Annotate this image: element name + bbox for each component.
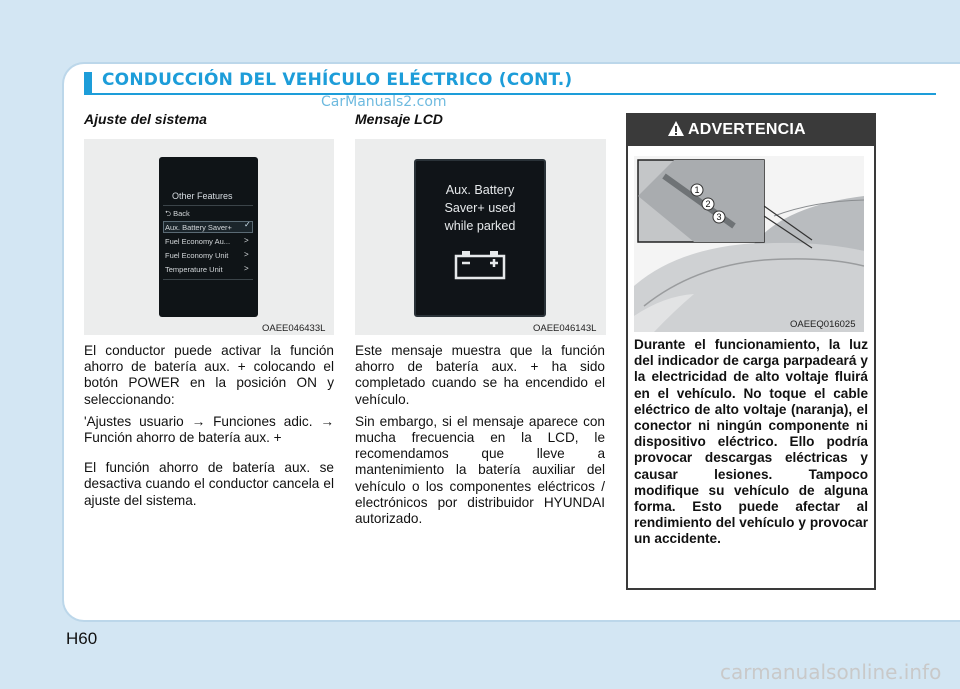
- callout-3: 3: [716, 212, 722, 222]
- message-line: while parked: [444, 219, 516, 233]
- chevron-right-icon: >: [244, 264, 249, 273]
- watermark-bottom: carmanualsonline.info: [720, 660, 942, 684]
- lcd-item-fuel-economy-unit: Fuel Economy Unit: [165, 251, 229, 260]
- watermark-top: CarManuals2.com: [321, 94, 447, 110]
- car-hood-illustration: [634, 156, 864, 332]
- message-line: Aux. Battery: [445, 183, 515, 197]
- paragraph: El función ahorro de batería aux. se desactiva cuando el conductor cancela el ajuste del sistema.: [84, 460, 334, 508]
- ajuste-body: [84, 343, 334, 515]
- lcd-divider: [163, 205, 253, 206]
- figure-code: OAEE046433L: [262, 323, 326, 334]
- chevron-right-icon: >: [244, 250, 249, 259]
- paragraph: El conductor puede activar la función ahorro de batería aux. + colocando el botón POWER en la posición ON y seleccionando:: [84, 343, 334, 407]
- ajuste-section-title: Ajuste del sistema: [84, 111, 207, 127]
- paragraph: Este mensaje muestra que la función ahorro de batería aux. + ha sido completado cuando se ha encendido el vehículo.: [355, 343, 605, 407]
- car-illustration: [634, 156, 864, 332]
- lcd-item-back: ⮌ Back: [165, 209, 190, 218]
- header-rule: [84, 93, 936, 95]
- checkmark-icon: ✓: [244, 220, 251, 229]
- chevron-right-icon: >: [244, 236, 249, 245]
- header-accent-bar: [84, 72, 92, 94]
- message-line: Saver+ used: [444, 201, 516, 215]
- lcd-item-fuel-economy-auto: Fuel Economy Au...: [165, 237, 231, 246]
- callout-1: 1: [694, 185, 700, 195]
- callout-2: 2: [705, 199, 711, 209]
- warning-text: Durante el funcionamiento, la luz del indicador de carga parpadeará y la electricidad de alto voltaje fluirá en el vehículo. No toque el cable eléctrico de alto voltaje (naranja), el conector ni ningún componente ni dispositivo eléctrico. Ello podría provocar descargas eléctricas y causar lesiones. Tampoco modifique su vehículo de alguna forma. Esto puede afectar al rendimiento del vehículo y provocar un accidente.: [634, 337, 868, 547]
- paragraph: 'Ajustes usuario → Funciones adic. → Función ahorro de batería aux. +: [84, 413, 334, 446]
- lcd-menu-title: Other Features: [172, 191, 233, 201]
- page-number: H60: [66, 629, 98, 648]
- mensaje-body: [355, 343, 605, 533]
- mensaje-section-title: Mensaje LCD: [355, 111, 443, 127]
- section-header-title: CONDUCCIÓN DEL VEHÍCULO ELÉCTRICO (CONT.): [102, 70, 573, 90]
- warning-heading: ADVERTENCIA: [688, 121, 806, 138]
- figure-code: OAEEQ016025: [790, 319, 856, 330]
- back-arrow-icon: ⮌: [165, 209, 174, 218]
- lcd-item-temperature-unit: Temperature Unit: [165, 265, 223, 274]
- lcd-divider: [163, 279, 253, 280]
- battery-icon: [454, 250, 506, 280]
- warning-triangle-icon: [667, 120, 685, 137]
- callout-markers: [686, 182, 726, 224]
- paragraph: Sin embargo, si el mensaje aparece con mucha frecuencia en la LCD, le recomendamos que lleve a mantenimiento la batería auxiliar del vehículo o los componentes eléctricos / electrónicos por distribuidor HYUNDAI autorizado.: [355, 413, 605, 527]
- figure-code: OAEE046143L: [533, 323, 597, 334]
- lcd-item-aux-battery: Aux. Battery Saver+: [165, 223, 232, 232]
